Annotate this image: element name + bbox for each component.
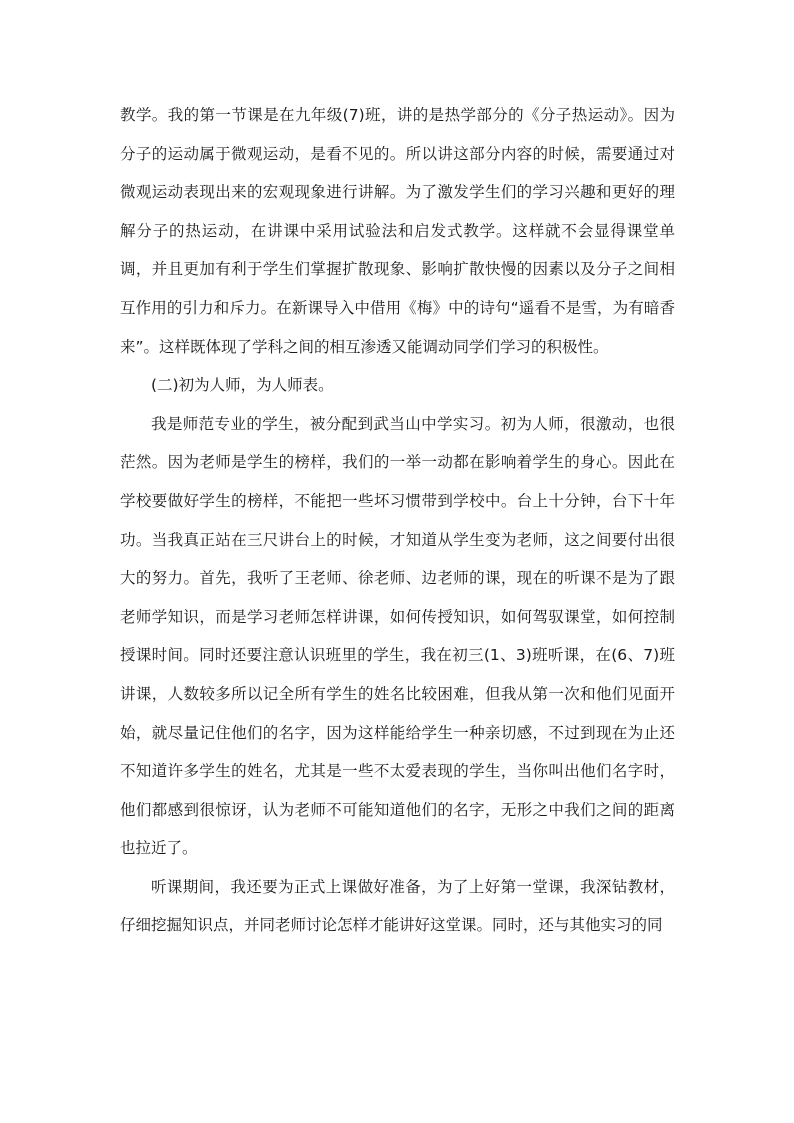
paragraph-lesson-preparation: 听课期间，我还要为正式上课做好准备，为了上好第一堂课，我深钻教材，仔细挖掘知识点，并同老师讨论怎样才能讲好这堂课。同时，还与其他实习的同 bbox=[120, 877, 675, 935]
section-heading-teacher-role: (二)初为人师，为人师表。 bbox=[151, 376, 334, 395]
paragraph-internship-experience: 我是师范专业的学生，被分配到武当山中学实习。初为人师，很激动，也很茫然。因为老师是学生的榜样，我们的一举一动都在影响着学生的身心。因此在学校要做好学生的榜样，不能把一些坏习惯带到学校中。台上十分钟，台下十年功。当我真正站在三尺讲台上的时候，才知道从学生变为老师，这之间要付出很大的努力。首先，我听了王老师、徐老师、边老师的课，现在的听课不是为了跟老师学知识，而是学习老师怎样讲课，如何传授知识，如何驾驭课堂，如何控制授课时间。同时还要注意认识班里的学生，我在初三(1、3)班听课，在(6、7)班讲课，人数较多所以记全所有学生的姓名比较困难，但我从第一次和他们见面开始，就尽量记住他们的名字，因为这样能给学生一种亲切感，不过到现在为止还不知道许多学生的姓名，尤其是一些不太爱表现的学生，当你叫出他们名字时，他们都感到很惊讶，认为老师不可能知道他们的名字，无形之中我们之间的距离也拉近了。 bbox=[120, 414, 675, 858]
paragraph-continued-lesson: 教学。我的第一节课是在九年级(7)班，讲的是热学部分的《分子热运动》。因为分子的运动属于微观运动，是看不见的。所以讲这部分内容的时候，需要通过对微观运动表现出来的宏观现象进行讲解。为了激发学生们的学习兴趣和更好的理解分子的热运动，在讲课中采用试验法和启发式教学。这样就不会显得课堂单调，并且更加有利于学生们掌握扩散现象、影响扩散快慢的因素以及分子之间相互作用的引力和斥力。在新课导入中借用《梅》中的诗句“遥看不是雪，为有暗香来”。这样既体现了学科之间的相互渗透又能调动同学们学习的积极性。 bbox=[120, 106, 675, 356]
document-body bbox=[120, 96, 675, 945]
